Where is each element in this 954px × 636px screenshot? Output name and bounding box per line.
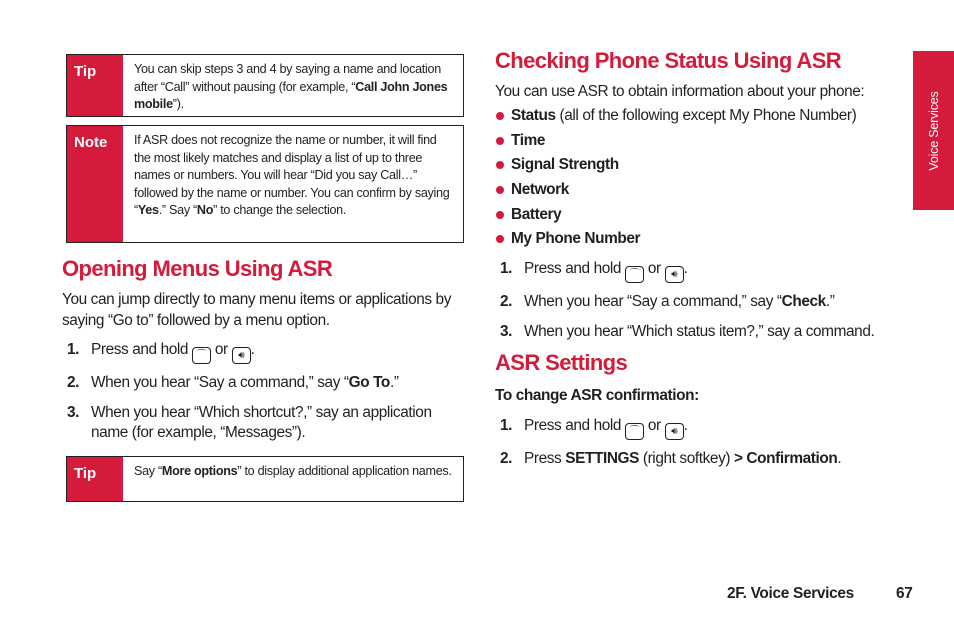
note-text: If ASR does not recognize the name or number, it will find the most likely matches and display a list of up to three names or numbers. You will hear “Did you say Call…” followed by the name or number. You can confirm by saying “Yes.” Say “No” to change the selection.	[134, 133, 450, 218]
asr-settings-steps	[500, 416, 900, 470]
speaker-key-icon: 🔊︎	[665, 266, 684, 283]
status-item: Network	[495, 180, 856, 205]
note-box	[66, 125, 464, 243]
status-item: Status (all of the following except My Phone Number)	[495, 106, 856, 131]
step-1: 1. Press and hold ⌒ or 🔊︎ .	[500, 259, 900, 283]
side-tab-label: Voice Services	[926, 90, 941, 171]
speaker-key-icon: 🔊︎	[232, 347, 251, 364]
tip-text: Say “More options” to display additional application names.	[134, 464, 452, 478]
step-2: 2. When you hear “Say a command,” say “Go To.”	[67, 374, 399, 391]
page-number: 67	[896, 585, 913, 602]
note-label: Note	[67, 126, 123, 242]
speaker-key-icon: 🔊︎	[665, 423, 684, 440]
step-1: 1. Press and hold ⌒ or 🔊︎ .	[500, 416, 900, 440]
talk-key-icon: ⌒	[192, 347, 211, 364]
status-item: My Phone Number	[495, 229, 856, 254]
step-2: 2. When you hear “Say a command,” say “Check.”	[500, 293, 835, 310]
step-3: 3. When you hear “Which status item?,” say a command.	[500, 322, 875, 340]
talk-key-icon: ⌒	[625, 423, 644, 440]
tip-label: Tip	[67, 55, 123, 116]
step-2: 2. Press SETTINGS (right softkey) > Confirmation.	[500, 450, 842, 467]
tip-box-more-options	[66, 456, 464, 502]
step-3: 3. When you hear “Which shortcut?,” say an application name (for example, “Messages”).	[67, 403, 432, 441]
opening-menus-heading: Opening Menus Using ASR	[62, 256, 333, 281]
tip-text: You can skip steps 3 and 4 by saying a name and location after “Call” without pausing (for example, “Call John Jones mobile”).	[134, 62, 448, 112]
status-item: Battery	[495, 205, 856, 230]
checking-status-steps	[500, 259, 900, 342]
tip-label: Tip	[67, 457, 123, 501]
checking-status-heading: Checking Phone Status Using ASR	[495, 48, 842, 73]
asr-settings-subheading: To change ASR confirmation:	[495, 387, 699, 404]
step-1: 1. Press and hold ⌒ or 🔊︎ .	[67, 340, 452, 364]
tip-box-skip-steps	[66, 54, 464, 117]
talk-key-icon: ⌒	[625, 266, 644, 283]
asr-settings-heading: ASR Settings	[495, 350, 628, 375]
status-item: Time	[495, 131, 856, 156]
status-item: Signal Strength	[495, 155, 856, 180]
checking-status-intro: You can use ASR to obtain information about your phone:	[495, 83, 865, 100]
opening-menus-steps	[67, 340, 452, 444]
footer-section-name: 2F. Voice Services	[727, 585, 854, 602]
status-items-list	[495, 106, 856, 254]
opening-menus-intro: You can jump directly to many menu items or applications by saying “Go to” followed by a menu option.	[62, 291, 452, 329]
section-side-tab	[913, 51, 954, 210]
